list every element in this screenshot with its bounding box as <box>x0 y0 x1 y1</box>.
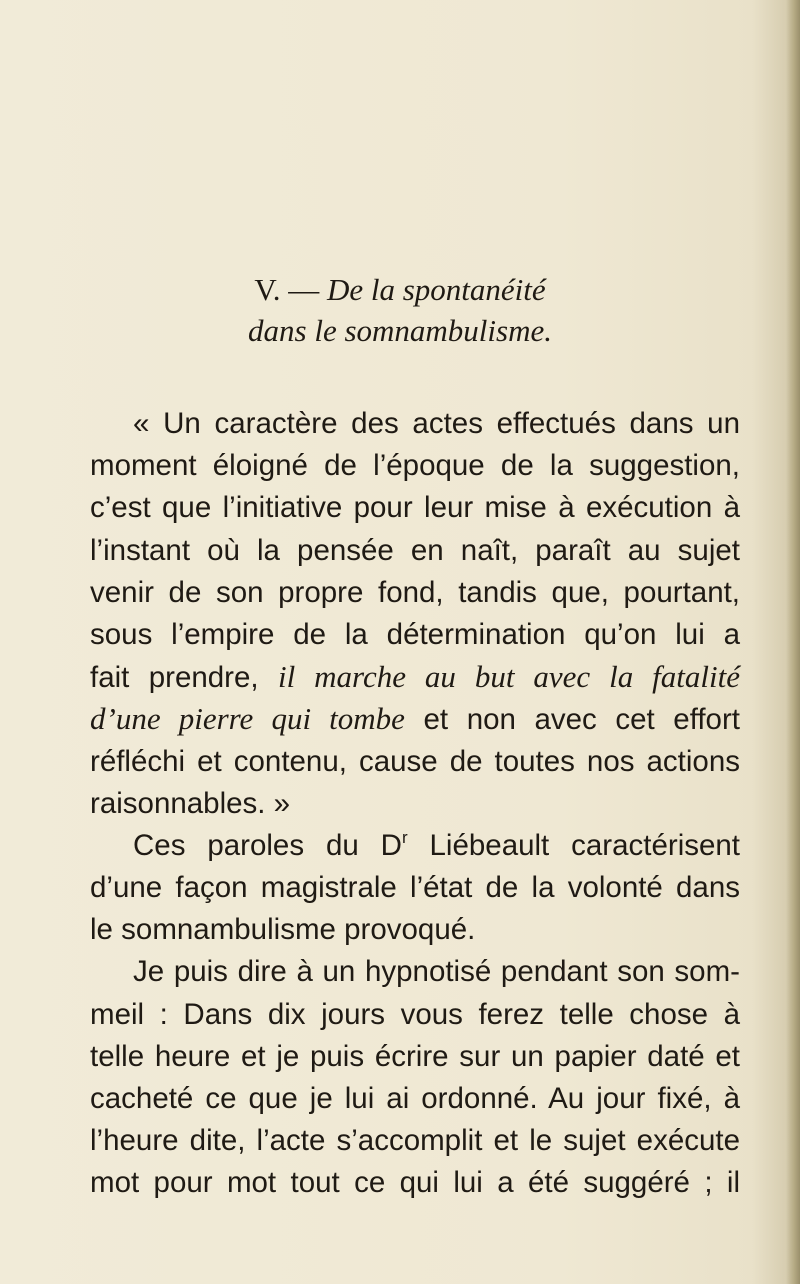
text-segment: et non avec cet effort <box>404 703 740 737</box>
text-segment: Ces paroles du D <box>133 828 402 862</box>
text-line: raisonnables. » <box>90 786 291 820</box>
section-heading-line1 <box>0 270 800 310</box>
text-line: le somnambulisme provoqué. <box>90 913 476 947</box>
text-segment: Liébeault caractérisent <box>407 828 741 862</box>
text-line <box>90 698 740 740</box>
text-line: « Un caractère des actes effectués dans un <box>133 407 740 440</box>
text-line: moment éloigné de l’époque de la suggestion, <box>90 449 740 483</box>
section-heading-line2 <box>0 311 800 351</box>
text-line <box>90 825 740 867</box>
text-line: venir de son propre fond, tandis que, pourtant, <box>90 575 740 609</box>
text-line: mot pour mot tout ce qui lui a été suggéré ; il <box>90 1166 740 1200</box>
text-line: réfléchi et contenu, cause de toutes nos actions <box>90 744 740 778</box>
heading-dash: — <box>280 272 327 307</box>
text-line: cacheté ce que je lui ai ordonné. Au jour fixé, à <box>90 1082 740 1115</box>
page-edge-shadow <box>786 0 800 1284</box>
section-title-part2: dans le somnambulisme. <box>248 313 552 348</box>
text-segment: fait prendre, <box>90 661 278 695</box>
text-line: meil : Dans dix jours vous ferez telle chose à <box>90 997 740 1031</box>
italic-quote: d’une pierre qui tombe <box>90 701 405 737</box>
italic-quote: il marche au but avec la fatalité <box>278 659 740 695</box>
text-line: l’instant où la pensée en naît, paraît au sujet <box>90 533 740 567</box>
body-text <box>90 403 740 1205</box>
section-title-part1: De la spontanéité <box>326 272 546 307</box>
text-line <box>90 656 740 698</box>
text-line: l’heure dite, l’acte s’accomplit et le sujet exécute <box>90 1124 740 1158</box>
text-line: c’est que l’initiative pour leur mise à exécution à <box>90 491 740 525</box>
section-number: V. <box>254 272 281 307</box>
superscript: r <box>401 827 408 847</box>
text-line: telle heure et je puis écrire sur un papier daté et <box>90 1039 740 1073</box>
text-line: sous l’empire de la détermination qu’on lui a <box>90 617 740 651</box>
text-line: d’une façon magistrale l’état de la volonté dans <box>90 871 740 905</box>
text-line: Je puis dire à un hypnotisé pendant son som- <box>133 955 740 989</box>
